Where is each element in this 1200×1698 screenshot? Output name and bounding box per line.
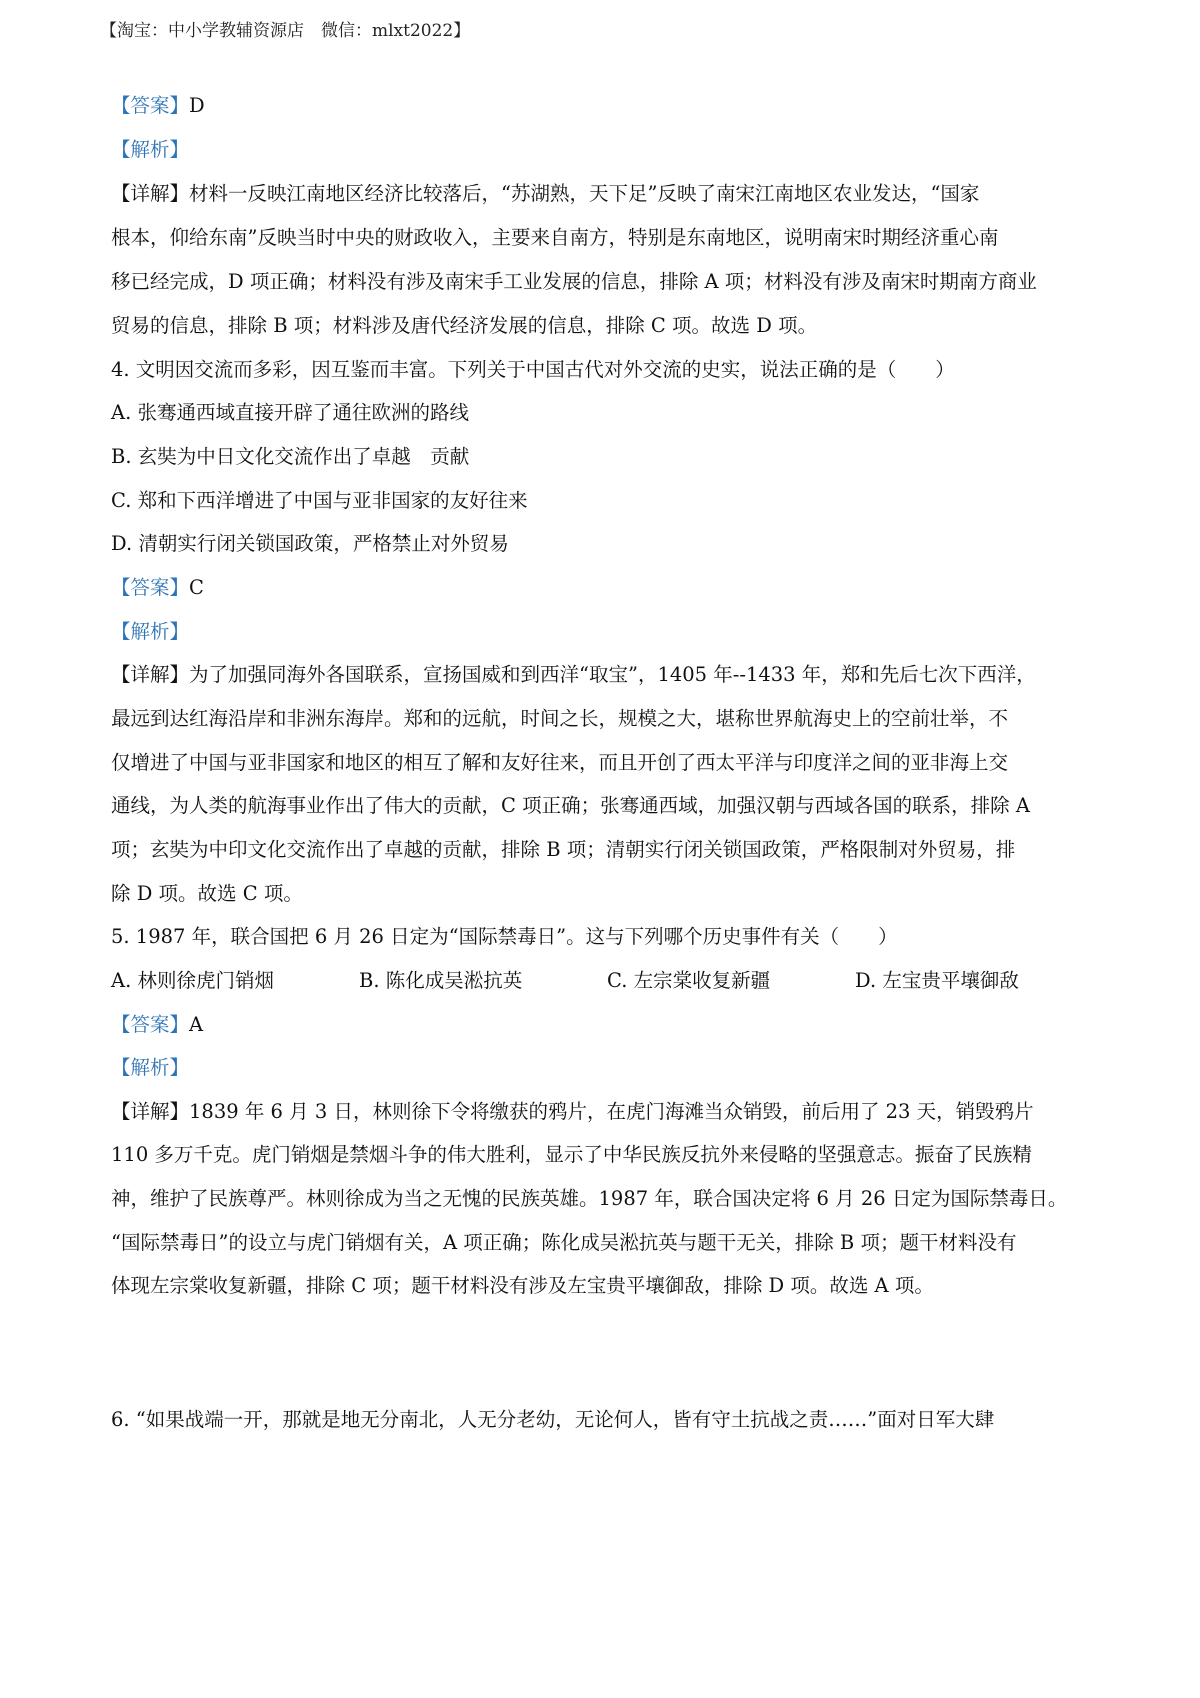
q6-stem: 6. “如果战端一开，那就是地无分南北，人无分老幼，无论何人，皆有守土抗战之责……”面对日军大肆 xyxy=(111,1408,995,1431)
answer-tag: 【答案】 xyxy=(111,576,190,599)
q3-answer-line xyxy=(111,92,1101,120)
detail-tag: 【详解】 xyxy=(111,1100,190,1123)
q5-option-c: C. 左宗棠收复新疆 xyxy=(607,969,771,992)
q5-detail-line: 神，维护了民族尊严。林则徐成为当之无愧的民族英雄。1987 年，联合国决定将 6 月 26 日定为国际禁毒日。 xyxy=(111,1187,1068,1210)
q4-analysis-tag: 【解析】 xyxy=(111,620,190,643)
q5-stem: 5. 1987 年，联合国把 6 月 26 日定为“国际禁毒日”。这与下列哪个历史事件有关（ ） xyxy=(111,925,898,948)
q4-option-a: A. 张骞通西域直接开辟了通往欧洲的路线 xyxy=(111,401,469,424)
answer-tag: 【答案】 xyxy=(111,94,190,117)
page-header: 【淘宝：中小学教辅资源店 微信：mlxt2022】 xyxy=(100,21,471,41)
answer-tag: 【答案】 xyxy=(111,1013,190,1036)
detail-tag: 【详解】 xyxy=(111,663,190,686)
q4-option-d: D. 清朝实行闭关锁国政策，严格禁止对外贸易 xyxy=(111,532,509,555)
q5-detail-line xyxy=(111,1098,1101,1126)
q5-option-d: D. 左宝贵平壤御敌 xyxy=(855,969,1019,992)
q3-detail-line xyxy=(111,180,1101,208)
q4-detail-line: 最远到达红海沿岸和非洲东海岸。郑和的远航，时间之长，规模之大，堪称世界航海史上的空前壮举，不 xyxy=(111,707,1009,730)
q5-option-a: A. 林则徐虎门销烟 xyxy=(111,969,274,992)
detail-text: 材料一反映江南地区经济比较落后，“苏湖熟，天下足”反映了南宋江南地区农业发达，“国家 xyxy=(189,182,980,205)
q3-detail-line: 根本，仰给东南”反映当时中央的财政收入，主要来自南方，特别是东南地区，说明南宋时期经济重心南 xyxy=(111,226,999,249)
detail-tag: 【详解】 xyxy=(111,182,190,205)
q4-detail-line: 通线，为人类的航海事业作出了伟大的贡献，C 项正确；张骞通西域，加强汉朝与西域各国的联系，排除 A xyxy=(111,794,1030,817)
q4-answer-line xyxy=(111,574,1101,602)
q3-detail-line: 贸易的信息，排除 B 项；材料涉及唐代经济发展的信息，排除 C 项。故选 D 项。 xyxy=(111,314,818,337)
q5-detail-line: 体现左宗棠收复新疆，排除 C 项；题干材料没有涉及左宝贵平壤御敌，排除 D 项。故选 A 项。 xyxy=(111,1274,934,1297)
q4-detail-line: 项；玄奘为中印文化交流作出了卓越的贡献，排除 B 项；清朝实行闭关锁国政策，严格限制对外贸易，排 xyxy=(111,838,1016,861)
q4-stem: 4. 文明因交流而多彩，因互鉴而丰富。下列关于中国古代对外交流的史实，说法正确的是（ ） xyxy=(111,358,955,381)
q3-detail-line: 移已经完成，D 项正确；材料没有涉及南宋手工业发展的信息，排除 A 项；材料没有涉及南宋时期南方商业 xyxy=(111,270,1037,293)
detail-text: 1839 年 6 月 3 日，林则徐下令将缴获的鸦片，在虎门海滩当众销毁，前后用了 23 天，销毁鸦片 xyxy=(189,1100,1034,1123)
q5-answer-line xyxy=(111,1011,1101,1039)
q4-option-b: B. 玄奘为中日文化交流作出了卓越 贡献 xyxy=(111,445,470,468)
answer-value: C xyxy=(189,576,204,599)
answer-value: D xyxy=(189,94,205,117)
q4-detail-line xyxy=(111,661,1101,689)
q5-detail-line: 110 多万千克。虎门销烟是禁烟斗争的伟大胜利，显示了中华民族反抗外来侵略的坚强意志。振奋了民族精 xyxy=(111,1143,1032,1166)
q5-analysis-tag: 【解析】 xyxy=(111,1056,190,1079)
q5-option-b: B. 陈化成吴淞抗英 xyxy=(359,969,523,992)
q4-detail-line: 除 D 项。故选 C 项。 xyxy=(111,882,303,905)
q3-analysis-tag: 【解析】 xyxy=(111,138,190,161)
answer-value: A xyxy=(189,1013,204,1036)
detail-text: 为了加强同海外各国联系，宣扬国威和到西洋“取宝”，1405 年--1433 年，郑和先后七次下西洋， xyxy=(189,663,1036,686)
q5-options-row xyxy=(111,967,1101,995)
q5-detail-line: “国际禁毒日”的设立与虎门销烟有关，A 项正确；陈化成吴淞抗英与题干无关，排除 B 项；题干材料没有 xyxy=(111,1231,1017,1254)
q4-option-c: C. 郑和下西洋增进了中国与亚非国家的友好往来 xyxy=(111,489,528,512)
q4-detail-line: 仅增进了中国与亚非国家和地区的相互了解和友好往来，而且开创了西太平洋与印度洋之间的亚非海上交 xyxy=(111,751,1009,774)
